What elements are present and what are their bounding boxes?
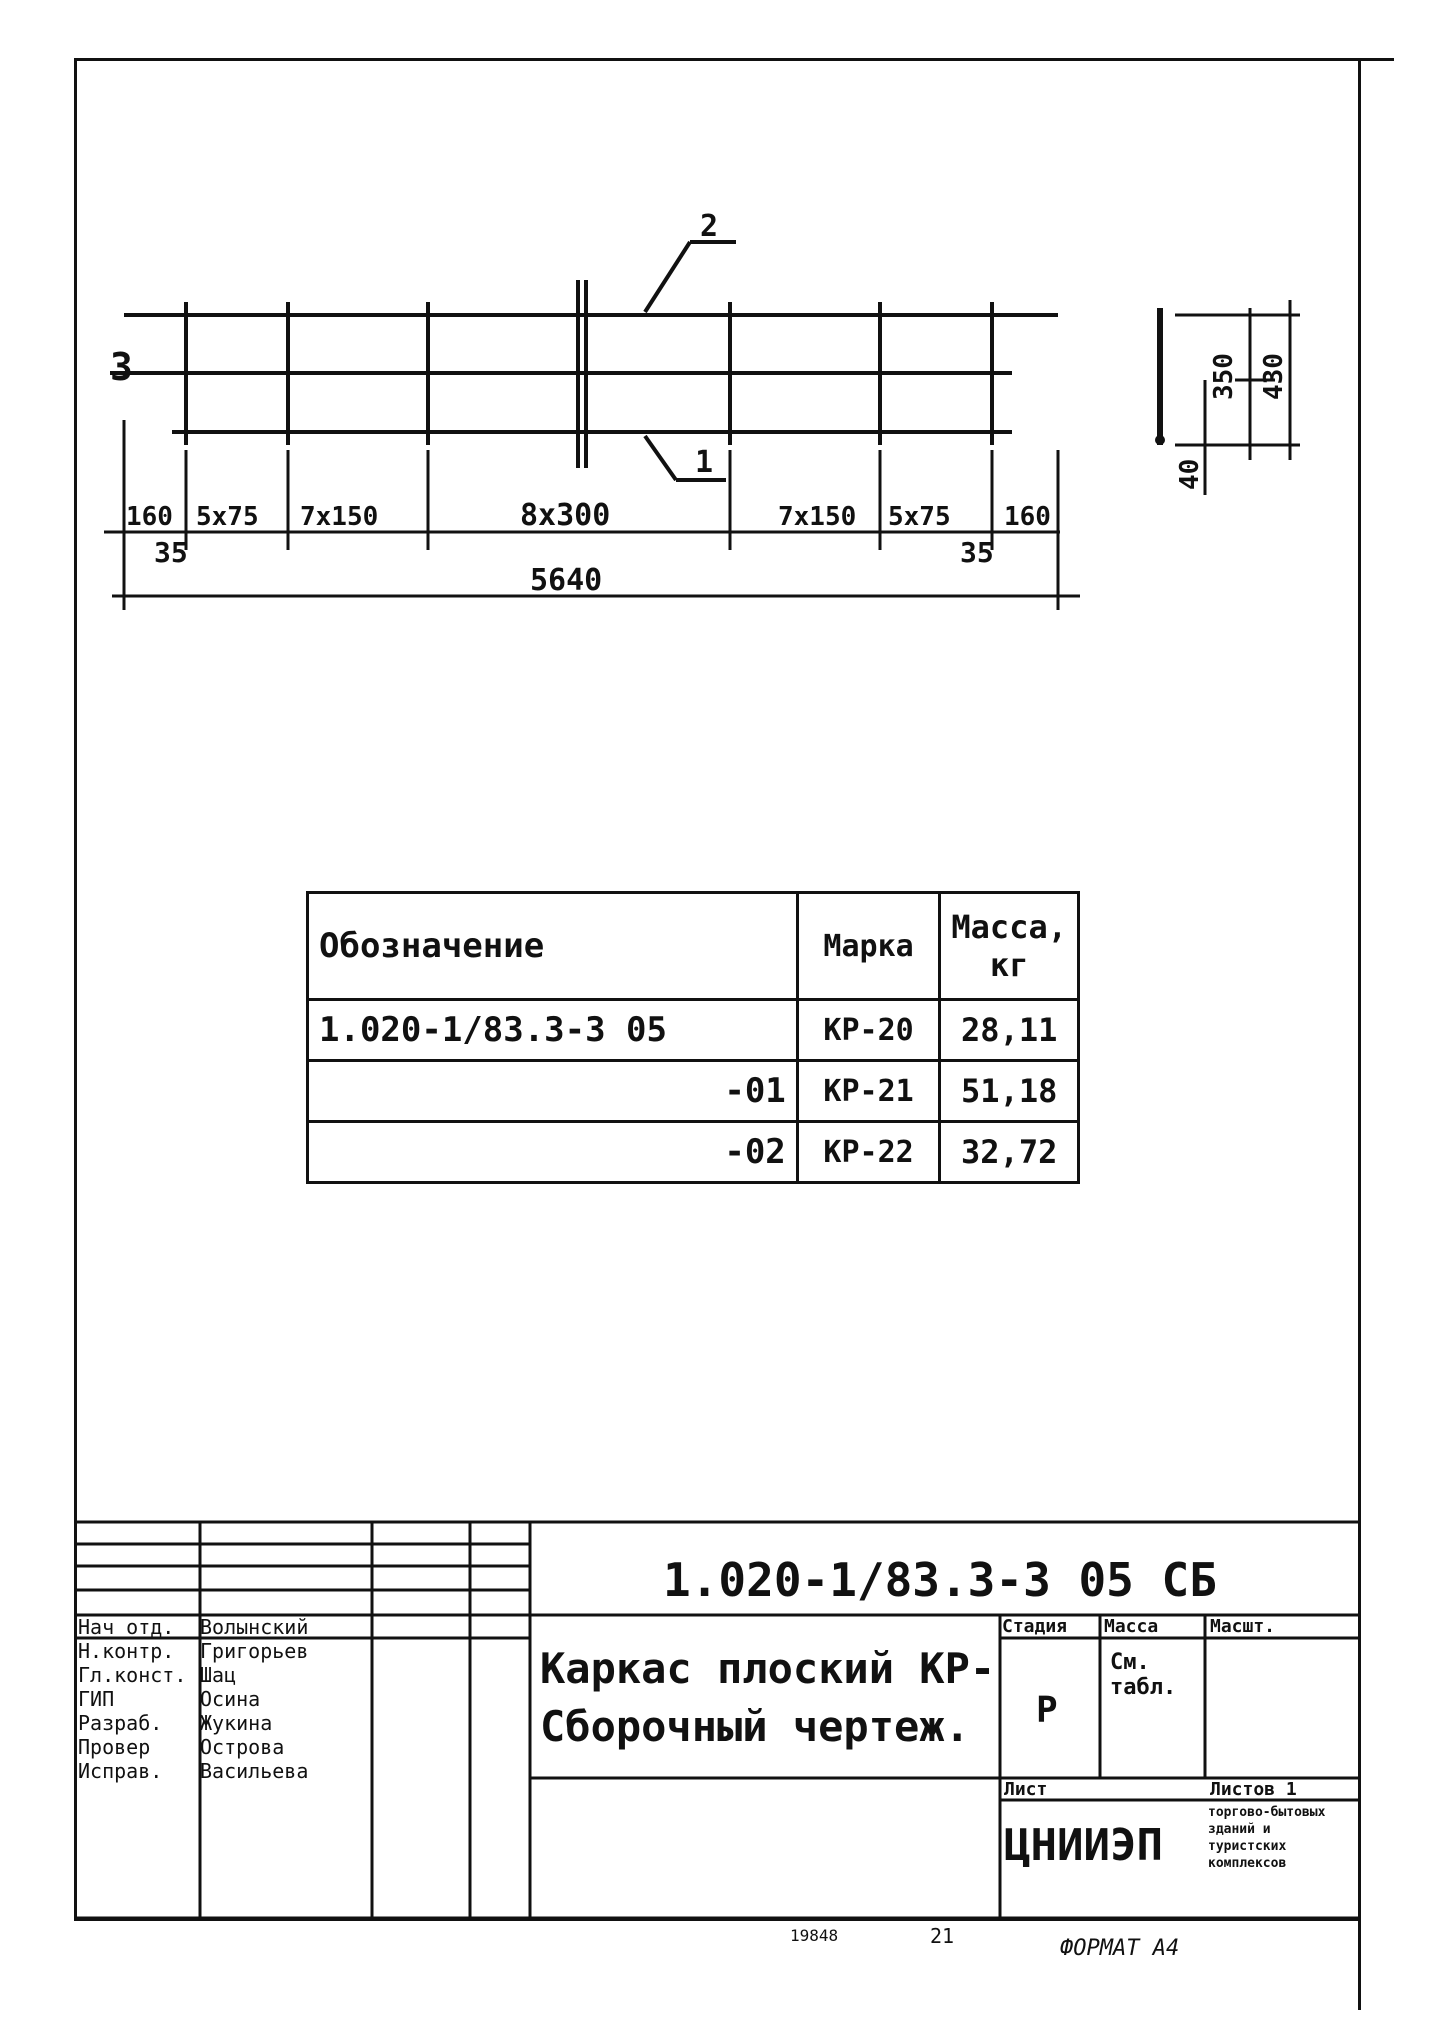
cell-mark: КР-22 — [797, 1122, 940, 1183]
signer-row: Н.контр. Григорьев — [78, 1639, 309, 1663]
dim-160-right: 160 — [1004, 502, 1051, 532]
table-row — [308, 1061, 1079, 1122]
scale-header: Масшт. — [1210, 1616, 1276, 1637]
dim-8x300: 8x300 — [520, 498, 611, 533]
signer-row: Исправ. Васильева — [78, 1759, 309, 1783]
title-line-1: Каркас плоский КР- — [540, 1644, 996, 1693]
sheets-label: Листов 1 — [1210, 1779, 1297, 1800]
mass-value: См. табл. — [1110, 1650, 1177, 1700]
dim-7x150-left: 7x150 — [300, 502, 379, 532]
drawing-title — [540, 1640, 1000, 1756]
cell-mark: КР-21 — [797, 1061, 940, 1122]
signer-row: Разраб. Жукина — [78, 1711, 273, 1735]
cell-designation: -02 — [308, 1122, 798, 1183]
stage-header: Стадия — [1002, 1616, 1068, 1637]
specification-table — [306, 891, 1080, 1184]
mass-header: Масса — [1104, 1616, 1159, 1637]
cell-designation: -01 — [308, 1061, 798, 1122]
table-header-row — [308, 893, 1079, 1000]
section-dim-350: 350 — [1209, 353, 1239, 400]
label-position-2: 2 — [700, 209, 719, 244]
dim-total: 5640 — [530, 563, 603, 598]
label-position-1: 1 — [695, 445, 714, 480]
signer-row: ГИП Осина — [78, 1687, 261, 1711]
signer-row: Гл.конст. Шац — [78, 1663, 237, 1687]
cell-mark: КР-20 — [797, 1000, 940, 1061]
table-row — [308, 1000, 1079, 1061]
drawing-designation: 1.020-1/83.3-3 05 СБ — [663, 1553, 1217, 1607]
dim-5x75-right: 5x75 — [888, 502, 951, 532]
inventory-number: 19848 — [790, 1926, 839, 1945]
org-name: ЦНИИЭП — [1004, 1820, 1163, 1871]
cell-mass: 51,18 — [940, 1061, 1079, 1122]
cell-mass: 28,11 — [940, 1000, 1079, 1061]
sheet-label: Лист — [1004, 1779, 1048, 1800]
frame-top — [74, 58, 1394, 61]
dim-35-left: 35 — [154, 536, 188, 569]
stage-value: Р — [1036, 1690, 1058, 1731]
title-line-2: Сборочный чертеж. — [540, 1702, 970, 1751]
cell-mass: 32,72 — [940, 1122, 1079, 1183]
format-label: ФОРМАТ А4 — [1060, 1936, 1180, 1961]
signer-row: Провер Острова — [78, 1735, 285, 1759]
header-designation: Обозначение — [308, 893, 798, 1000]
header-mark: Марка — [797, 893, 940, 1000]
label-position-3: 3 — [110, 345, 133, 389]
dim-35-right: 35 — [960, 536, 994, 569]
dim-5x75-left: 5x75 — [196, 502, 259, 532]
section-dim-40: 40 — [1175, 458, 1205, 490]
dim-160-left: 160 — [126, 502, 173, 532]
header-mass: Масса, кг — [940, 893, 1079, 1000]
cell-designation: 1.020-1/83.3-3 05 — [308, 1000, 798, 1061]
page-number: 21 — [930, 1924, 955, 1948]
section-dim-430: 430 — [1259, 353, 1289, 400]
table-row — [308, 1122, 1079, 1183]
signer-row: Нач отд. Волынский — [78, 1615, 309, 1639]
org-subtitle: торгово-бытовых зданий и туристских комплексов — [1208, 1805, 1326, 1871]
dim-7x150-right: 7x150 — [778, 502, 857, 532]
frame-drawing — [0, 200, 1434, 840]
